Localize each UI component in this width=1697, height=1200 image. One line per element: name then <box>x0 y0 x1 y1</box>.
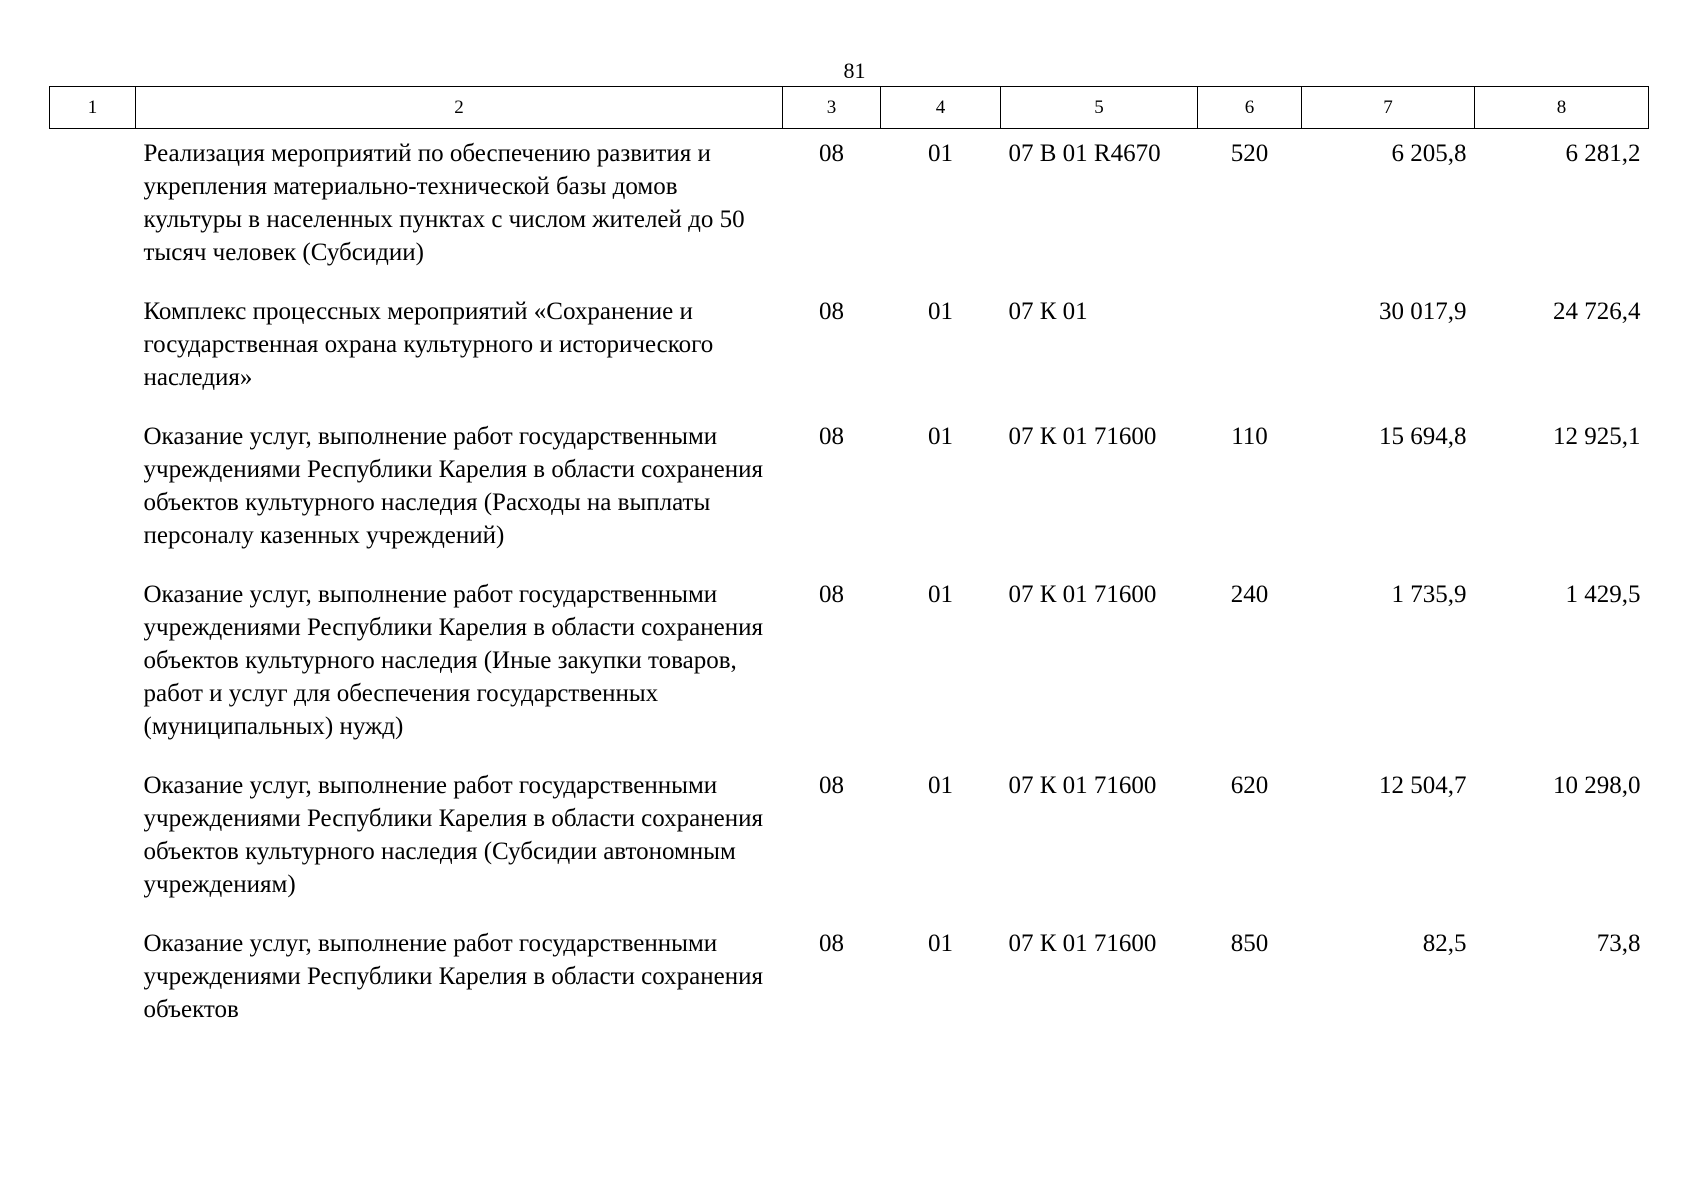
column-header-8: 8 <box>1475 87 1649 129</box>
column-header-1: 1 <box>50 87 136 129</box>
row-description: Оказание услуг, выполнение работ государственными учреждениями Республики Карелия в области сохранения объектов культурного наследия (Иные закупки товаров, работ и услуг для обеспечения государственных (муниципальных) нужд) <box>143 581 763 740</box>
row-expense-type: 110 <box>1231 423 1268 450</box>
row-amount-2: 1 429,5 <box>1565 581 1641 608</box>
column-header-4: 4 <box>881 87 1001 129</box>
row-empty-cell <box>50 129 136 284</box>
row-description: Реализация мероприятий по обеспечению развития и укрепления материально-технической базы домов культуры в населенных пунктах с числом жителей до 50 тысяч человек (Субсидии) <box>143 140 745 266</box>
row-amount-2: 12 925,1 <box>1553 423 1641 450</box>
column-header-2: 2 <box>136 87 783 129</box>
row-subsection-code: 01 <box>928 140 953 167</box>
row-expense-type: 850 <box>1230 930 1269 957</box>
row-amount-1: 1 735,9 <box>1391 581 1467 608</box>
table-row <box>50 408 1649 566</box>
table-row <box>50 915 1649 1040</box>
row-section-code: 08 <box>819 423 844 450</box>
row-empty-cell <box>50 915 136 1040</box>
row-amount-1: 15 694,8 <box>1379 423 1467 450</box>
row-expense-type <box>1198 283 1302 408</box>
row-target-article: 07 К 01 71600 <box>1008 581 1157 608</box>
row-subsection-code: 01 <box>928 772 953 799</box>
row-amount-2: 24 726,4 <box>1553 298 1641 325</box>
row-amount-1: 30 017,9 <box>1379 298 1467 325</box>
row-section-code: 08 <box>819 772 844 799</box>
row-section-code: 08 <box>819 581 844 608</box>
row-amount-1: 6 205,8 <box>1391 140 1467 167</box>
row-section-code: 08 <box>819 140 844 167</box>
row-target-article: 07 К 01 71600 <box>1008 930 1157 957</box>
row-amount-2: 6 281,2 <box>1565 140 1641 167</box>
row-description: Оказание услуг, выполнение работ государственными учреждениями Республики Карелия в области сохранения объектов культурного наследия (Расходы на выплаты персоналу казенных учреждений) <box>143 423 763 549</box>
column-header-5: 5 <box>1001 87 1198 129</box>
row-subsection-code: 01 <box>928 298 953 325</box>
row-target-article: 07 К 01 71600 <box>1008 772 1157 799</box>
row-amount-2: 10 298,0 <box>1553 772 1641 799</box>
row-section-code: 08 <box>819 298 844 325</box>
row-subsection-code: 01 <box>928 930 953 957</box>
table-row <box>50 566 1649 757</box>
table-row <box>50 757 1649 915</box>
row-description: Оказание услуг, выполнение работ государственными учреждениями Республики Карелия в области сохранения объектов <box>143 930 763 1023</box>
row-target-article: 07 К 01 71600 <box>1008 423 1157 450</box>
row-subsection-code: 01 <box>928 581 953 608</box>
row-empty-cell <box>50 757 136 915</box>
row-amount-1: 12 504,7 <box>1379 772 1467 799</box>
column-number-header-row <box>50 87 1649 129</box>
row-description: Комплекс процессных мероприятий «Сохранение и государственная охрана культурного и исторического наследия» <box>143 298 714 391</box>
table-row <box>50 129 1649 284</box>
row-empty-cell <box>50 408 136 566</box>
page-number: 81 <box>843 58 866 83</box>
column-header-7: 7 <box>1302 87 1475 129</box>
row-description: Оказание услуг, выполнение работ государственными учреждениями Республики Карелия в области сохранения объектов культурного наследия (Субсидии автономным учреждениям) <box>143 772 763 898</box>
row-empty-cell <box>50 283 136 408</box>
row-subsection-code: 01 <box>928 423 953 450</box>
row-expense-type: 620 <box>1230 772 1269 799</box>
column-header-3: 3 <box>783 87 881 129</box>
column-header-6: 6 <box>1198 87 1302 129</box>
budget-table <box>49 86 1649 1040</box>
row-target-article: 07 В 01 R4670 <box>1008 140 1161 167</box>
row-section-code: 08 <box>819 930 844 957</box>
row-target-article: 07 К 01 <box>1008 298 1088 325</box>
row-expense-type: 520 <box>1230 140 1269 167</box>
row-empty-cell <box>50 566 136 757</box>
row-amount-1: 82,5 <box>1422 930 1467 957</box>
table-row <box>50 283 1649 408</box>
row-amount-2: 73,8 <box>1596 930 1641 957</box>
row-expense-type: 240 <box>1230 581 1269 608</box>
